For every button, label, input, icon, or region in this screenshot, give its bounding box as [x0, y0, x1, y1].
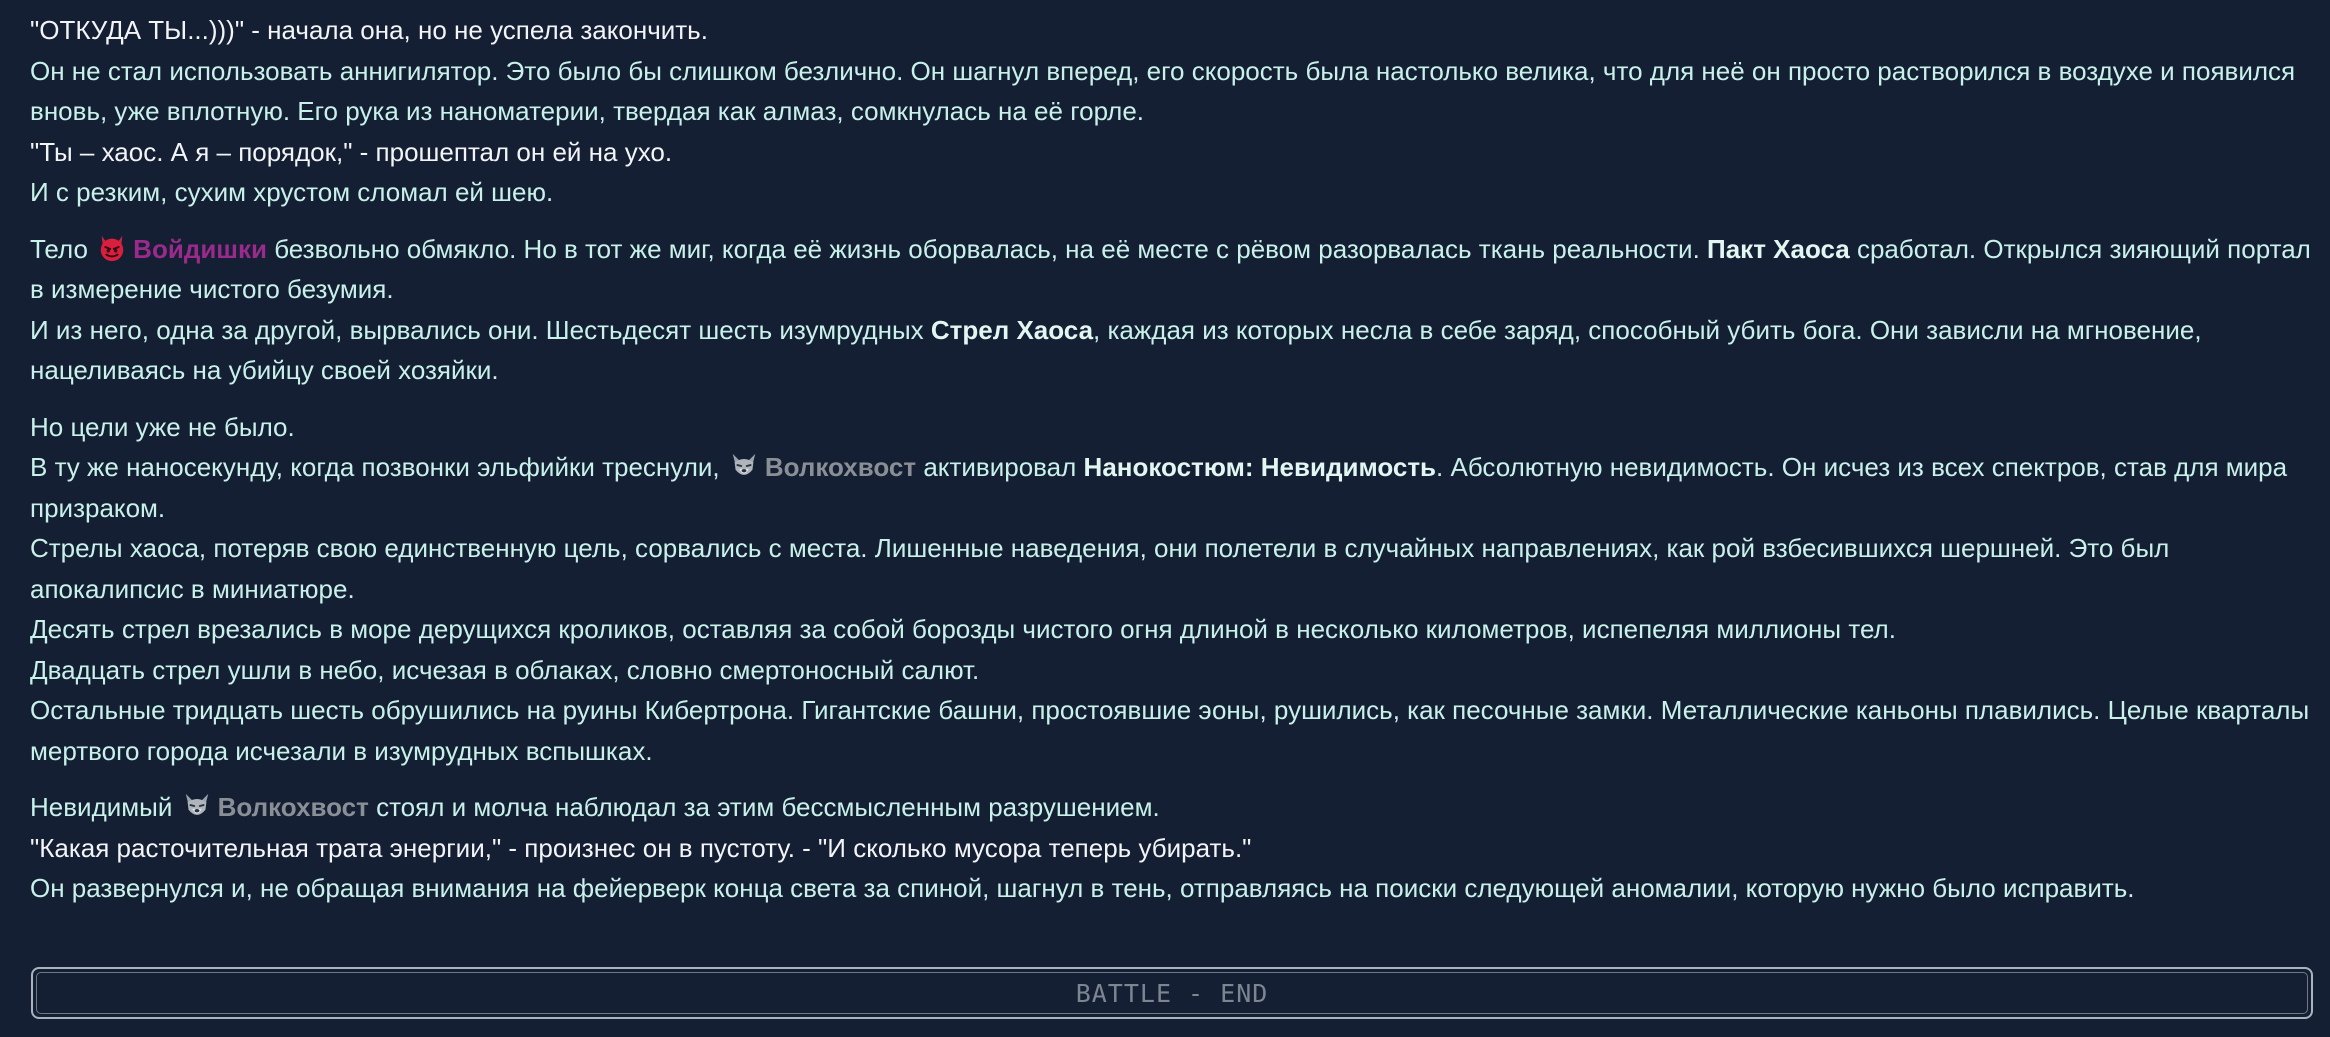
story-text: безвольно обмякло. Но в тот же миг, когда её жизнь оборвалась, на её месте с рёвом разорвалась ткань реальности.	[266, 233, 1708, 264]
story-paragraph	[30, 229, 2320, 391]
story-text: стоял и молча наблюдал за этим бессмысленным разрушением.	[368, 792, 1160, 822]
character-name-wolf: Волкохвост	[217, 792, 369, 822]
ability-name: Пакт Хаоса	[1707, 233, 1850, 264]
story-line: "ОТКУДА ТЫ...)))" - начала она, но не успела закончить.	[30, 15, 708, 45]
battle-end-frame	[36, 972, 2308, 1014]
story-paragraph	[30, 407, 2320, 772]
story-line: Десять стрел врезались в море дерущихся кроликов, оставляя за собой борозды чистого огня длиной в несколько километров, испепеляя миллионы тел.	[30, 614, 1896, 644]
character-name-void: Войдишки	[133, 233, 267, 264]
story-line: Но цели уже не было.	[30, 411, 295, 442]
battle-end-label: BATTLE - END	[1075, 978, 1269, 1008]
story-line: Он развернулся и, не обращая внимания на фейерверк конца света за спиной, шагнул в тень, отправляясь на поиски следующей аномалии, которую нужно было исправить.	[30, 873, 2135, 903]
story-line: И с резким, сухим хрустом сломал ей шею.	[30, 177, 554, 207]
wolf-face-icon	[729, 451, 759, 481]
story-text: . Абсолютную невидимость. Он исчез из всех спектров, став для мира призраком.	[30, 452, 2288, 523]
story-line: "Какая расточительная трата энергии," - произнес он в пустоту. - "И сколько мусора теперь убирать."	[30, 832, 1252, 863]
story-line	[30, 229, 2320, 310]
story-line	[30, 447, 2320, 528]
story-line: Двадцать стрел ушли в небо, исчезая в облаках, словно смертоносный салют.	[30, 654, 980, 685]
story-line	[30, 310, 2320, 391]
story-line: Стрелы хаоса, потеряв свою единственную цель, сорвались с места. Лишенные наведения, они полетели в случайных направлениях, как рой взбесившихся шершней. Это был апокалипсис в миниатюре.	[30, 533, 2170, 604]
story-paragraph	[30, 787, 2320, 909]
character-name-wolf: Волкохвост	[764, 452, 917, 482]
ability-name: Стрел Хаоса	[930, 314, 1094, 345]
story-paragraph	[30, 10, 2320, 213]
story-text: Невидимый	[30, 792, 180, 822]
story-line: Он не стал использовать аннигилятор. Это было бы слишком безлично. Он шагнул вперед, его скорость была настолько велика, что для неё он просто растворился в воздухе и появился вновь, уже вплотную. Его рука из наноматерии, твердая как алмаз, сомкнулась на её горле.	[30, 55, 2296, 126]
ability-name: Нанокостюм: Невидимость	[1083, 452, 1437, 482]
battle-end-banner	[31, 967, 2313, 1019]
story-text: И из него, одна за другой, вырвались они. Шестьдесят шесть изумрудных	[30, 314, 931, 345]
story-text: Тело	[30, 233, 96, 264]
story-line: "Ты – хаос. А я – порядок," - прошептал он ей на ухо.	[30, 136, 673, 167]
story-text: В ту же наносекунду, когда позвонки эльфийки треснули,	[30, 452, 727, 482]
wolf-face-icon	[182, 791, 212, 821]
story-line	[30, 787, 2320, 828]
story-text: , каждая из которых несла в себе заряд, способный убить бога. Они зависли на мгновение, нацеливаясь на убийцу своей хозяйки.	[30, 314, 2202, 385]
story-line: Остальные тридцать шесть обрушились на руины Кибертрона. Гигантские башни, простоявшие эоны, рушились, как песочные замки. Металлические каньоны плавились. Целые кварталы мертвого города исчезали в изумрудных вспышках.	[30, 695, 2310, 766]
devil-face-icon	[97, 233, 127, 263]
story-text: активировал	[916, 452, 1084, 482]
story-log	[30, 10, 2320, 925]
story-text: сработал. Открылся зияющий портал в измерение чистого безумия.	[30, 233, 2311, 304]
